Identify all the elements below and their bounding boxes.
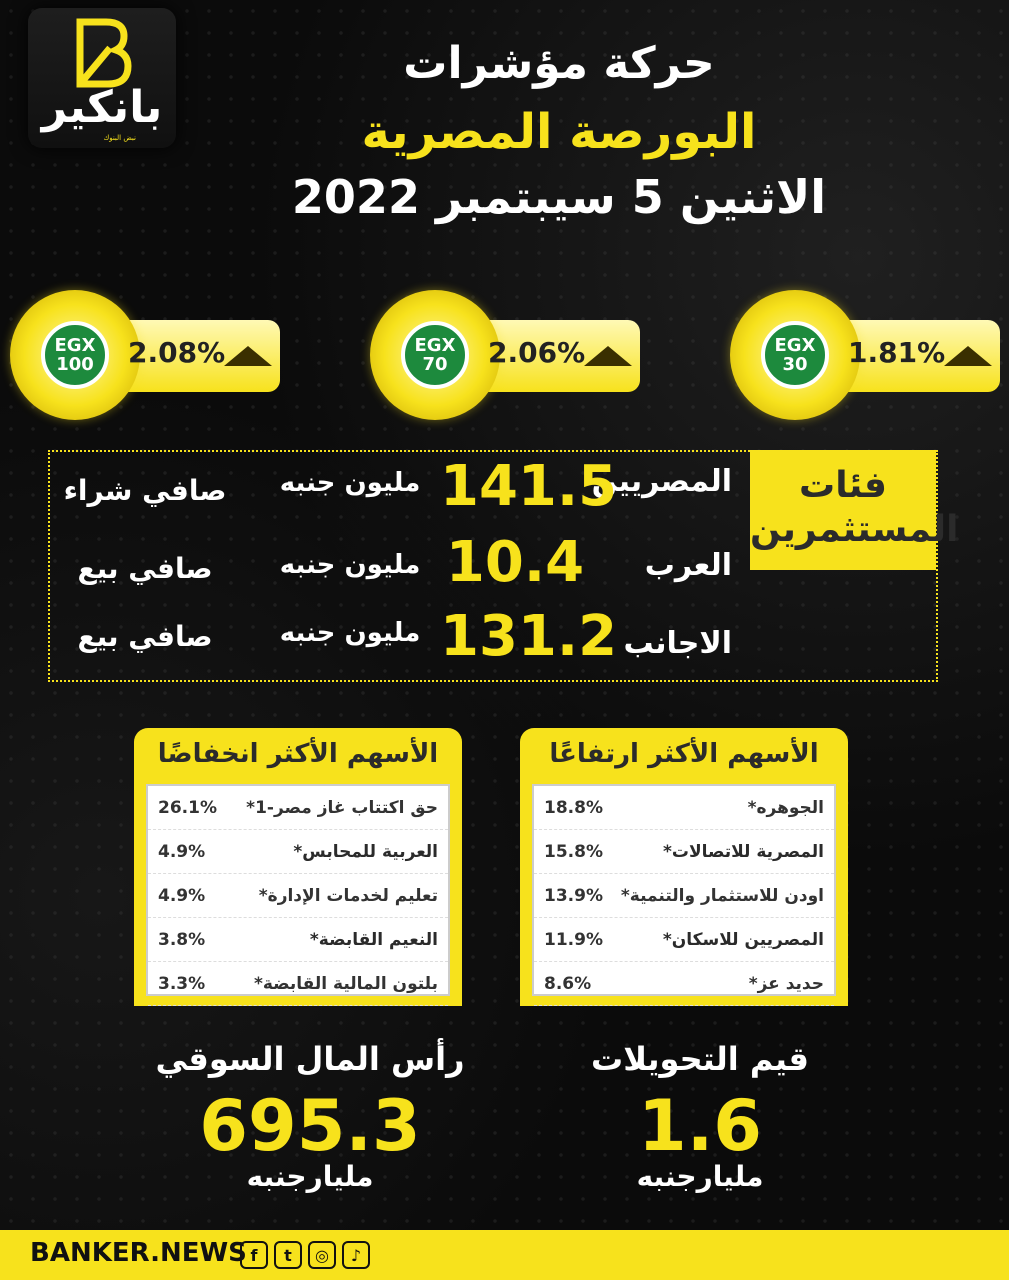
top-losers-list [146, 784, 450, 996]
list-item [534, 874, 834, 918]
stock-pct: 3.8% [158, 929, 206, 950]
list-item [148, 962, 448, 1006]
list-item [534, 918, 834, 962]
index-badge-egx30 [730, 290, 1009, 420]
index-name-line2: 100 [56, 354, 94, 375]
up-arrow-icon [224, 346, 272, 366]
logo-subtitle: نبض البنوك [103, 134, 136, 142]
instagram-icon[interactable]: ◎ [308, 1241, 336, 1269]
investor-unit: مليون جنبه [279, 550, 421, 580]
investor-unit: مليون جنبه [279, 618, 421, 648]
investors-label: فئات المستثمرين [750, 450, 936, 570]
list-item [148, 830, 448, 874]
stock-pct: 3.3% [158, 973, 206, 994]
index-change: 2.08% [128, 336, 226, 369]
social-links [240, 1241, 370, 1269]
list-item [534, 962, 834, 1006]
investor-row-foreigners [50, 604, 740, 678]
index-change: 1.81% [848, 336, 946, 369]
stock-name: الجوهره* [747, 797, 824, 818]
list-item [148, 786, 448, 830]
stock-pct: 8.6% [544, 973, 592, 994]
stock-pct: 18.8% [544, 797, 603, 818]
index-name [41, 321, 109, 389]
twitter-icon[interactable]: t [274, 1241, 302, 1269]
stock-pct: 4.9% [158, 841, 206, 862]
index-badge-egx70 [370, 290, 650, 420]
investor-unit: مليون جنبه [279, 468, 421, 498]
stock-name: النعيم القابضة* [309, 929, 438, 950]
stock-pct: 15.8% [544, 841, 603, 862]
index-name-line2: 70 [422, 354, 448, 375]
investor-net: صافي شراء [63, 474, 227, 507]
stock-pct: 4.9% [158, 885, 206, 906]
stock-name: حديد عز* [748, 973, 824, 994]
up-arrow-icon [584, 346, 632, 366]
investor-value: 141.5 [440, 454, 618, 519]
list-item [148, 918, 448, 962]
logo-b-icon [70, 18, 134, 88]
stock-pct: 13.9% [544, 885, 603, 906]
stock-name: بلتون المالية القابضة* [253, 973, 438, 994]
market-cap-value: 695.3 [199, 1085, 421, 1167]
stock-name: المصرية للاتصالات* [663, 841, 824, 862]
investor-category: العرب [644, 548, 732, 583]
list-item [534, 786, 834, 830]
transfers-label: قيم التحويلات [591, 1040, 809, 1078]
up-arrow-icon [944, 346, 992, 366]
stock-name: العربية للمحابس* [293, 841, 438, 862]
index-name-line2: 30 [782, 354, 808, 375]
title-line-1: حركة مؤشرات [403, 38, 715, 89]
index-name-line1: EGX [54, 335, 96, 356]
investor-row-egyptians [50, 454, 740, 528]
investor-net: صافي بيع [77, 552, 213, 585]
site-link[interactable]: BANKER.NEWS [30, 1238, 247, 1268]
title-line-2: البورصة المصرية [361, 104, 757, 160]
list-item [148, 874, 448, 918]
investor-value: 10.4 [445, 530, 585, 595]
stock-name: تعليم لخدمات الإدارة* [258, 885, 438, 906]
top-gainers-title: الأسهم الأكثر ارتفاعًا [520, 728, 848, 780]
index-badge-egx100 [10, 290, 290, 420]
stock-pct: 11.9% [544, 929, 603, 950]
brand-logo[interactable] [28, 8, 176, 148]
stock-name: حق اكتتاب غاز مصر-1* [246, 797, 438, 818]
index-change: 2.06% [488, 336, 586, 369]
market-cap-label: رأس المال السوقي [155, 1040, 465, 1078]
top-gainers-body [520, 778, 848, 1006]
index-name-line1: EGX [774, 335, 816, 356]
top-gainers-list [532, 784, 836, 996]
investor-category: المصريين [591, 464, 732, 499]
tiktok-icon[interactable]: ♪ [342, 1241, 370, 1269]
footer-bar [0, 1230, 1009, 1280]
investor-row-arabs [50, 530, 740, 604]
title-line-3: الاثنين 5 سيبتمبر 2022 [291, 170, 827, 224]
facebook-icon[interactable]: f [240, 1241, 268, 1269]
stock-name: المصريين للاسكان* [662, 929, 824, 950]
top-losers-title: الأسهم الأكثر انخفاضًا [134, 728, 462, 780]
top-losers-panel [134, 728, 462, 1008]
index-name [761, 321, 829, 389]
top-losers-body [134, 778, 462, 1006]
index-name [401, 321, 469, 389]
list-item [534, 830, 834, 874]
stock-name: اودن للاستثمار والتنمية* [620, 885, 824, 906]
investor-category: الاجانب [623, 626, 732, 661]
index-name-line1: EGX [414, 335, 456, 356]
logo-text: بانكير [41, 82, 163, 133]
stock-pct: 26.1% [158, 797, 217, 818]
transfers-unit: مليارجنبه [636, 1160, 764, 1193]
top-gainers-panel [520, 728, 848, 1008]
transfers-value: 1.6 [637, 1085, 762, 1167]
market-cap-unit: مليارجنبه [246, 1160, 374, 1193]
investor-value: 131.2 [440, 604, 618, 669]
investor-net: صافي بيع [77, 620, 213, 653]
